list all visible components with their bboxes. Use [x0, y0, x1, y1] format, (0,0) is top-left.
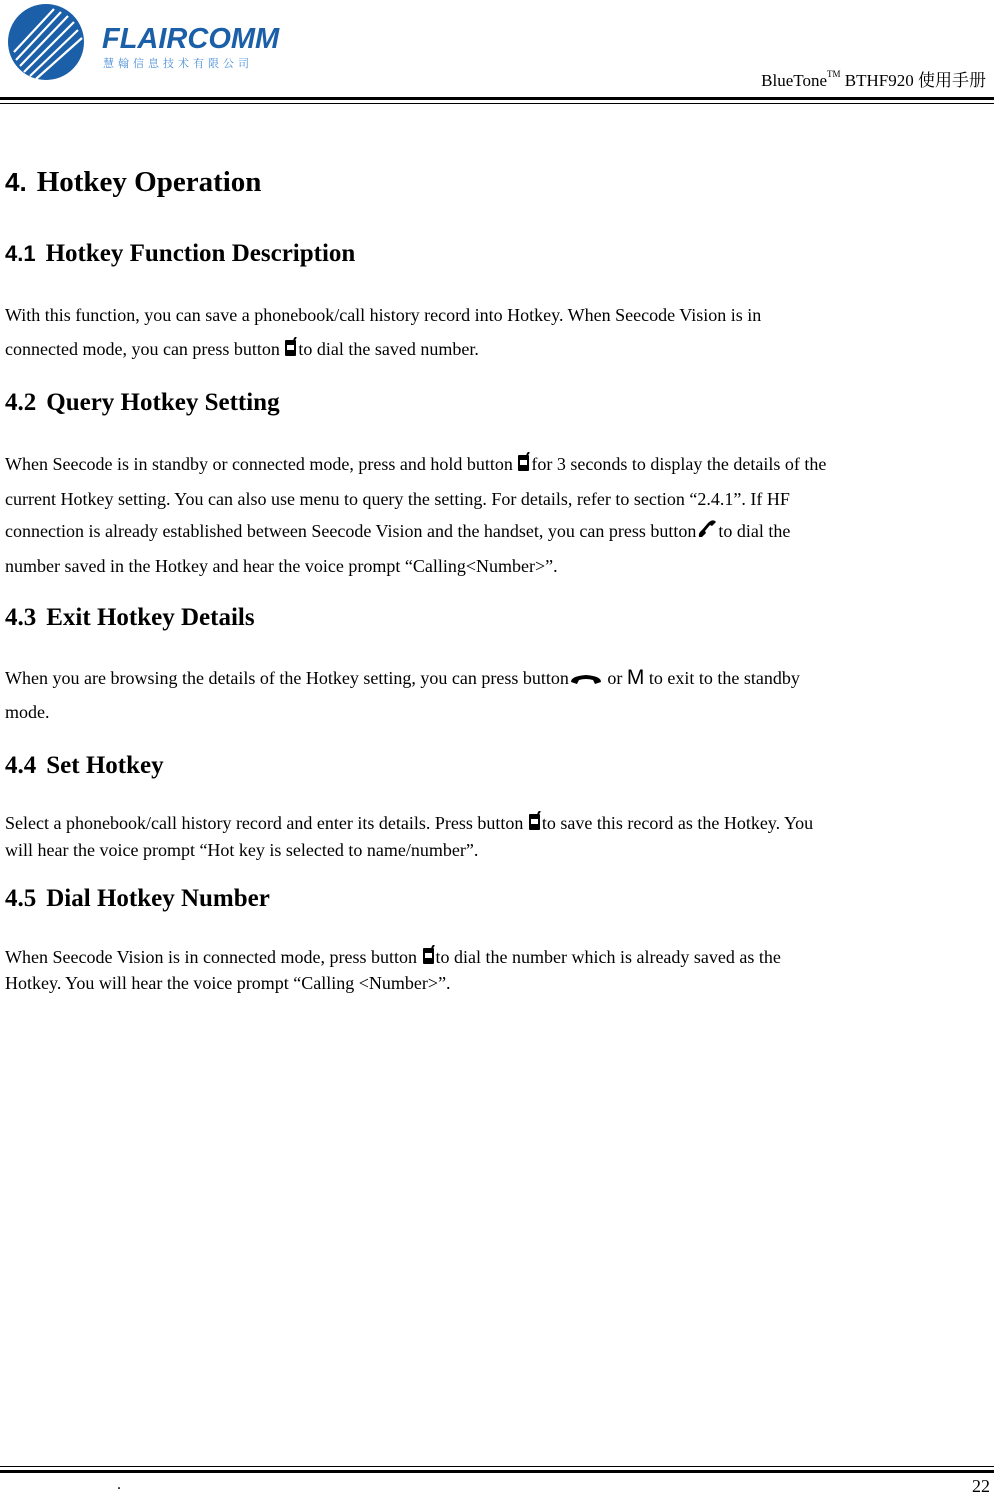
product-name: BlueTone: [761, 71, 828, 90]
text-line: Hotkey. You will hear the voice prompt “Calling <Number>”.: [5, 973, 451, 993]
section-4-4-text: [5, 811, 980, 863]
document-title: [761, 66, 986, 91]
text-line: With this function, you can save a phonebook/call history record into Hotkey. When Seecode Vision is in: [5, 305, 762, 325]
footer-rule-thick: [0, 1470, 994, 1473]
section-number: 4.1: [5, 241, 36, 266]
manual-title: BTHF920 使用手册: [840, 71, 986, 90]
section-number: 4.3: [5, 604, 37, 631]
section-title: Dial Hotkey Number: [46, 885, 270, 912]
text-line: When you are browsing the details of the Hotkey setting, you can press button or M to exit to the standby: [5, 662, 980, 696]
text-line: will hear the voice prompt “Hot key is selected to name/number”.: [5, 840, 479, 860]
chapter-title: Hotkey Operation: [36, 166, 262, 198]
section-title: Hotkey Function Description: [45, 240, 356, 267]
footer-mark: .: [117, 1476, 121, 1493]
hotkey-button-icon: [528, 811, 542, 838]
text-line: connection is already established between Seecode Vision and the handset, you can press button to dial the: [5, 515, 980, 550]
section-number: 4.4: [5, 752, 37, 779]
text-line: connected mode, you can press button to dial the saved number.: [5, 332, 980, 368]
section-number: 4.2: [5, 389, 37, 416]
section-4-2-text: [5, 448, 980, 582]
hotkey-button-icon: [284, 334, 298, 368]
hotkey-button-icon: [422, 945, 436, 971]
text-line: When Seecode Vision is in connected mode, press button to dial the number which is already saved as the: [5, 945, 980, 971]
m-button-label: M: [626, 666, 645, 689]
end-call-button-icon: [569, 664, 603, 696]
footer-rule-thin: [0, 1466, 994, 1467]
svg-text:慧翰信息技术有限公司: 慧翰信息技术有限公司: [103, 57, 253, 70]
section-4-5-text: [5, 945, 980, 995]
svg-text:FLAIRCOMM: FLAIRCOMM: [102, 23, 280, 55]
section-number: 4.5: [5, 885, 37, 912]
header-rule-thick: [0, 97, 994, 100]
call-button-icon: [696, 517, 718, 550]
section-heading-4-3: [5, 604, 255, 632]
chapter-heading: [5, 166, 261, 199]
section-4-3-text: [5, 662, 980, 728]
chapter-number: 4.: [5, 167, 27, 197]
section-heading-4-1: [5, 240, 355, 268]
text-line: Select a phonebook/call history record and enter its details. Press button to save this record as the Hotkey. You: [5, 811, 980, 838]
page-number: 22: [972, 1476, 990, 1496]
section-4-1-text: [5, 298, 980, 368]
section-title: Set Hotkey: [46, 752, 164, 779]
trademark: TM: [827, 69, 841, 79]
section-heading-4-2: [5, 389, 280, 417]
text-line: mode.: [5, 702, 50, 722]
hotkey-button-icon: [517, 450, 531, 483]
text-line: number saved in the Hotkey and hear the voice prompt “Calling<Number>”.: [5, 555, 558, 576]
text-line: When Seecode is in standby or connected mode, press and hold button for 3 seconds to display the details of the: [5, 448, 980, 483]
header-rule-thin: [0, 103, 994, 104]
section-title: Exit Hotkey Details: [46, 604, 255, 631]
section-heading-4-4: [5, 752, 164, 780]
text-line: current Hotkey setting. You can also use menu to query the setting. For details, refer to section “2.4.1”. If HF: [5, 488, 790, 509]
section-title: Query Hotkey Setting: [46, 389, 280, 416]
flaircomm-logo: [6, 2, 306, 82]
section-heading-4-5: [5, 885, 270, 913]
